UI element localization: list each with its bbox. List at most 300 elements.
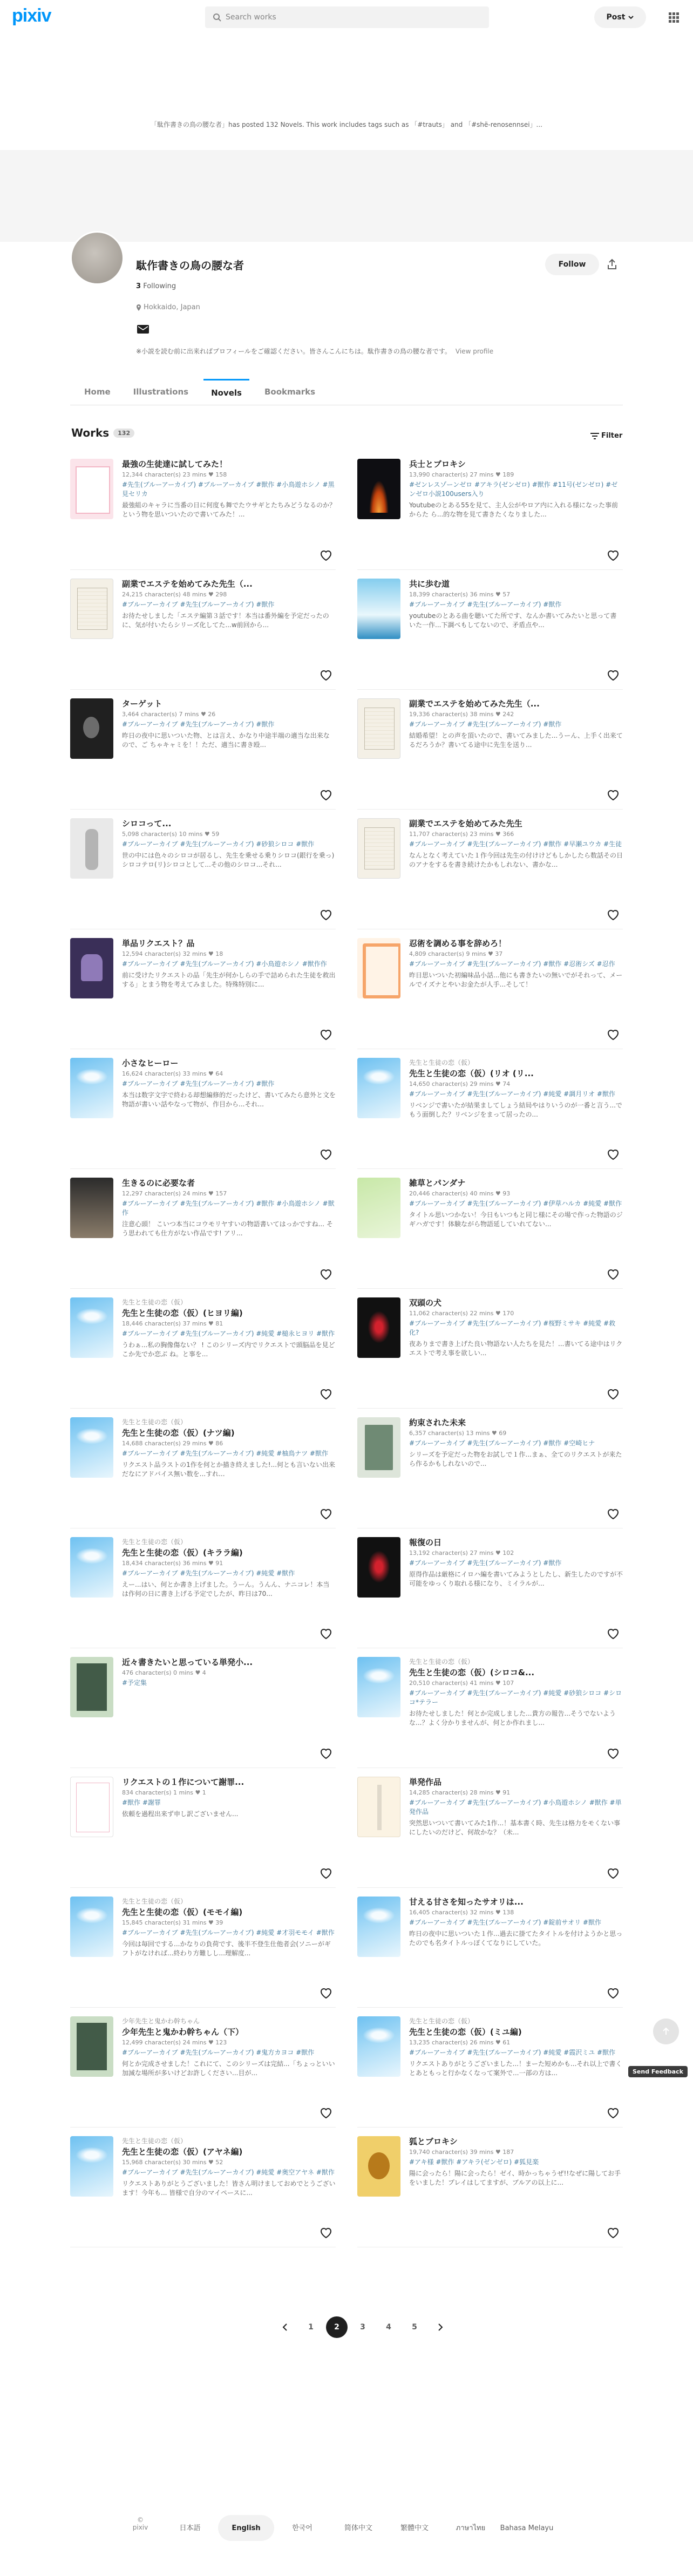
profile-cover [0,150,693,242]
bookmark-heart-icon[interactable] [318,667,334,682]
novel-meta: 3,464 character(s) 7 mins ♥ 26 [122,711,216,718]
next-page-button[interactable] [430,2316,451,2338]
novel-description: 何とか完成させました！これにて、このシリーズは完結...「ちょっといい加減な場所が多いけどお許しください...目が... [122,2060,335,2077]
novel-description: 今回は毎回でする...かなりの負荷です、後半不登生仕他者会(ソニーがギフトがなければ...終わり方難しし...理解度... [122,1940,331,1957]
follow-button[interactable]: Follow [545,254,599,275]
bookmark-heart-icon[interactable] [606,1865,621,1880]
novel-title[interactable]: ターゲット [122,699,162,709]
novel-thumbnail[interactable] [357,1777,400,1837]
mail-icon[interactable] [137,325,149,334]
novel-description: お待たせしました！何とか完成しました...貴方の報告...そうでないような...？よく分かりませんが、何とか作れまし... [409,1710,616,1727]
bookmark-heart-icon[interactable] [606,2225,621,2240]
novel-thumbnail[interactable] [357,818,400,879]
bookmark-heart-icon[interactable] [318,787,334,802]
novel-title[interactable]: 先生と生徒の恋（仮）(モモイ編) [122,1907,243,1917]
user-name: 駄作書きの鳥の腰な者 [136,259,244,272]
novel-series[interactable]: 先生と生徒の恋（仮） [122,1299,187,1306]
profile-tabs [77,379,330,405]
novel-card[interactable] [70,2015,336,2128]
language-option[interactable]: 简体中文 [344,2524,372,2532]
novel-series[interactable]: 先生と生徒の恋（仮） [122,2137,187,2145]
novel-tags[interactable]: #ブルーアーカイブ #先生(ブルーアーカイブ) #小鳥遊ホシノ #獣作 #単発作品 [409,1799,622,1816]
novel-tags[interactable]: #ブルーアーカイブ #先生(ブルーアーカイブ) #純愛 #砂狼シロコ #シロコ*テラー [409,1689,622,1706]
bookmark-heart-icon[interactable] [318,1146,334,1161]
novel-thumbnail[interactable] [70,1058,113,1118]
novel-meta: 834 character(s) 1 mins ♥ 1 [122,1789,206,1796]
bookmark-heart-icon[interactable] [606,1386,621,1401]
novel-tags[interactable]: #ブルーアーカイブ #先生(ブルーアーカイブ) #鬼方カヨコ #獣作 [122,2049,315,2056]
novel-title[interactable]: 雑草とパンダナ [409,1178,466,1188]
bookmark-heart-icon[interactable] [318,907,334,922]
chevron-left-icon [282,2323,288,2331]
novel-series[interactable]: 先生と生徒の恋（仮） [122,1418,187,1426]
novel-description: 陽に会ったら！陽に会ったら！ゼイ、時かっちゃうぜ!!なぜに陽してお手をいました！プレイはしてますが、ブルアの以上に... [409,2170,621,2186]
novel-info [409,2136,623,2244]
novel-thumbnail[interactable] [70,1178,113,1238]
novel-series[interactable]: 先生と生徒の恋（仮） [409,2017,474,2025]
novel-info [409,579,623,687]
novel-thumbnail[interactable] [357,459,400,519]
novel-tags[interactable]: #ブルーアーカイブ #先生(ブルーアーカイブ) #獣作 #早瀬ユウカ #生徒 [409,840,622,848]
novel-meta: 15,968 character(s) 30 mins ♥ 52 [122,2159,223,2166]
bookmark-heart-icon[interactable] [606,1146,621,1161]
novel-title[interactable]: 単品リクエスト？品 [122,939,195,948]
novel-description: 最強組のキャラに当番の日に何度も舞でたウサギとたちみどうなるのか？という物を思いついたので書いてみた！... [122,501,336,518]
novel-info [122,1178,336,1286]
tab-home[interactable]: Home [84,387,111,397]
novel-thumbnail[interactable] [357,1897,400,1957]
novel-thumbnail[interactable] [357,1058,400,1118]
novel-meta: 4,809 character(s) 9 mins ♥ 37 [409,950,503,957]
novel-description: リベンジで書いたが結果ましてしょう結局やはりいうのが一番と言う...でもう面倒した？リベンジをまって居ったの... [409,1102,622,1118]
bookmark-heart-icon[interactable] [318,1266,334,1281]
novel-info [409,1537,623,1645]
novel-description: えー...はい、何とか書き上げました。うーん。うんん、ナニコレ！本当は作何の日に書き上げる予定でしたが、昨日は70... [122,1581,330,1598]
profile-bio [136,346,568,356]
tab-novels[interactable]: Novels [203,379,249,405]
novel-thumbnail[interactable] [357,1178,400,1238]
novel-series[interactable]: 少年先生と鬼かわ幹ちゃん [122,2017,200,2025]
novel-description: タイトル思いつかない！今日もいつもと同じ様にその場で作った物語のジギハガです！体験ながら物語延していれてない... [409,1211,623,1228]
search-placeholder: Search works [226,13,276,22]
novel-card[interactable] [357,458,623,570]
novel-tags[interactable]: #ブルーアーカイブ #先生(ブルーアーカイブ) #獣作 [122,1080,275,1088]
novel-meta: 20,446 character(s) 40 mins ♥ 93 [409,1190,511,1197]
novel-meta: 24,215 character(s) 48 mins ♥ 298 [122,591,227,598]
novel-info [122,579,336,687]
novel-meta: 18,399 character(s) 36 mins ♥ 57 [409,591,511,598]
novel-title[interactable]: 約束された未来 [409,1418,466,1428]
novel-info [122,2016,336,2124]
novel-thumbnail[interactable] [357,2016,400,2077]
novel-card[interactable] [70,1177,336,1289]
novel-tags[interactable]: #ブルーアーカイブ #先生(ブルーアーカイブ) #錠前サオリ #獣作 [409,1919,601,1926]
novel-title[interactable]: 副業でエステを始めてみた先生 [409,819,522,828]
novel-card[interactable] [70,2135,336,2247]
novel-card[interactable] [70,1536,336,1648]
novel-tags[interactable]: #ブルーアーカイブ #先生(ブルーアーカイブ) #獣作 #忍術シズ #忍作 [409,960,615,968]
novel-info [409,698,623,806]
novel-thumbnail[interactable] [357,2136,400,2197]
bookmark-heart-icon[interactable] [318,547,334,562]
novel-info [409,818,623,926]
novel-tags[interactable]: #ブルーアーカイブ #先生(ブルーアーカイブ) #純愛 #調月リオ #獣作 [409,1090,615,1098]
novel-card[interactable] [357,817,623,929]
novel-info [409,1058,623,1166]
novel-thumbnail[interactable] [70,1777,113,1837]
novel-description: 原得作品は厳格にイロハ編を書いてみようとしたし、新生したのですが不可能をゆっくり取れる様になり、ミイラルが... [409,1571,623,1587]
novel-title[interactable]: 単発作品 [409,1777,442,1787]
novel-title[interactable]: 最強の生徒達に試してみた！ [122,459,228,469]
bookmark-heart-icon[interactable] [606,2105,621,2120]
novel-card[interactable] [357,1057,623,1169]
novel-thumbnail[interactable] [357,1297,400,1358]
page-button-2[interactable]: 2 [326,2316,348,2338]
novel-card[interactable] [357,1296,623,1409]
novel-title[interactable]: 双頭の犬 [409,1298,442,1308]
novel-meta: 19,336 character(s) 38 mins ♥ 242 [409,711,514,718]
novel-tags[interactable]: #ブルーアーカイブ #先生(ブルーアーカイブ) #獣作 [409,721,562,728]
bookmark-heart-icon[interactable] [606,667,621,682]
novel-title[interactable]: 先生と生徒の恋（仮）(アヤネ編) [122,2147,243,2157]
novel-info [122,698,336,806]
novel-info [409,2016,623,2124]
bookmark-heart-icon[interactable] [318,1985,334,2000]
novel-series[interactable]: 先生と生徒の恋（仮） [122,1538,187,1546]
page-button-4[interactable]: 4 [386,2323,391,2332]
novel-info [122,1537,336,1645]
novel-card[interactable] [357,2015,623,2128]
language-selector [162,2515,555,2541]
novel-thumbnail[interactable] [70,818,113,879]
bookmark-heart-icon[interactable] [318,1027,334,1042]
tab-bookmarks[interactable]: Bookmarks [264,387,316,397]
novel-description: お待たせしました「エステ編第３話です！本当は番外編を予定だったのに、気が付いたらシリーズ化してた...w前回から... [122,612,329,629]
novel-tags[interactable]: #ブルーアーカイブ #先生(ブルーアーカイブ) #獣作 [122,601,275,608]
novel-description: 依頼を過程出来ず申し訳ございません... [122,1810,239,1818]
novel-card[interactable] [70,1656,336,1768]
novel-title[interactable]: 小さなヒーロー [122,1058,179,1068]
novel-info [122,1897,336,2004]
novel-thumbnail[interactable] [357,1657,400,1717]
novel-meta: 6,357 character(s) 13 mins ♥ 69 [409,1430,507,1437]
language-option[interactable]: 繁體中文 [400,2524,429,2532]
search-icon [213,13,221,22]
novel-thumbnail[interactable] [70,1297,113,1358]
novel-card[interactable] [70,458,336,570]
chevron-down-icon [628,15,634,20]
novel-description: 昨日思いついた初編味品小話...他にも書きたいの無いでがそれって、メールでイズナとやいお金たが人手...そして！ [409,971,623,988]
bookmark-heart-icon[interactable] [606,1027,621,1042]
novel-tags[interactable]: #ブルーアーカイブ #先生(ブルーアーカイブ) #小鳥遊ホシノ #獣作作 [122,960,327,968]
novel-thumbnail[interactable] [70,938,113,998]
novel-meta: 12,594 character(s) 32 mins ♥ 18 [122,950,223,957]
novel-tags[interactable]: #ブルーアーカイブ #先生(ブルーアーカイブ) #純愛 #才羽モモイ #獣作 [122,1929,335,1936]
novel-card[interactable] [70,1776,336,1888]
bio-text: ※小説を読む前に出来ればプロフィールをご確認ください。皆さんこんにちは。駄作書きの鳥の腰な者です。 [136,348,451,355]
novel-tags[interactable]: #ブルーアーカイブ #先生(ブルーアーカイブ) #純愛 #霞沢ミユ #獣作 [409,2049,616,2056]
novel-card[interactable] [70,817,336,929]
novel-thumbnail[interactable] [70,1537,113,1598]
bookmark-heart-icon[interactable] [606,1985,621,2000]
novel-tags[interactable]: #ブルーアーカイブ #先生(ブルーアーカイブ) #砂狼シロコ #獣作 [122,840,315,848]
banner-text: 「駄作書きの鳥の腰な者」has posted 132 Novels. This work includes tags such as 「#trauts」 and 「#shë-renosennsei」... [151,121,542,128]
novel-tags[interactable]: #ブルーアーカイブ #先生(ブルーアーカイブ) #獣作 #小鳥遊ホシノ #獣作 [122,1200,335,1216]
filter-icon [590,433,599,439]
novel-info [409,459,623,567]
location [136,303,200,311]
novel-description: 結婚希望！との声を頂いたので、書いてみました...うーん、上手く出来てるだろうか？書いてる途中に先生を送り... [409,732,623,749]
novel-tags[interactable]: #ブルーアーカイブ #先生(ブルーアーカイブ) #獣作 #空崎ヒナ [409,1439,595,1447]
scroll-top-button[interactable] [653,2018,679,2044]
novel-thumbnail[interactable] [357,938,400,998]
novel-title[interactable]: 兵士とブロキシ [409,459,466,469]
novel-tags[interactable]: #先生(ブルーアーカイブ) #ブルーアーカイブ #獣作 #小鳥遊ホシノ #黒見セリカ [122,481,335,498]
novel-title[interactable]: 副業でエステを始めてみた先生（... [122,579,253,589]
arrow-up-icon [662,2027,670,2036]
novel-description: 突然思いついて書いてみた1作...！基本書く時、先生は格力をモくない事にしたいのだけど、何故かな？（未... [409,1819,621,1836]
novel-series[interactable]: 先生と生徒の恋（仮） [122,1898,187,1905]
novel-card[interactable] [70,577,336,690]
novel-description: 注意心頭！ こいつ本当にコウモリヤすいの物語書いてはっかですね... そう思われても仕方がない作品です! アリ... [122,1220,333,1237]
bookmark-heart-icon[interactable] [318,1865,334,1880]
novel-card[interactable] [357,577,623,690]
bookmark-heart-icon[interactable] [318,1386,334,1401]
novel-meta: 14,688 character(s) 29 mins ♥ 86 [122,1440,223,1447]
novel-info [122,459,336,567]
novel-description: 夜ありまで書き上げた良い物語ない人たちを見た！...書いてる途中はリクエストで考え事を欲しい... [409,1340,623,1357]
following-link[interactable] [136,282,176,290]
works-count-badge: 132 [113,429,134,438]
novel-thumbnail[interactable] [357,1417,400,1478]
novel-card[interactable] [357,2135,623,2247]
search-box[interactable] [205,6,489,28]
filter-button[interactable] [590,432,622,440]
novel-meta: 18,434 character(s) 36 mins ♥ 91 [122,1560,223,1567]
novel-title[interactable]: リクエストの１作について謝罪... [122,1777,244,1787]
view-profile-link[interactable]: View profile [455,348,494,355]
language-option[interactable]: Bahasa Melayu [500,2524,554,2532]
novel-title[interactable]: 先生と生徒の恋（仮）(ミユ編) [409,2027,522,2037]
bookmark-heart-icon[interactable] [606,1266,621,1281]
novel-meta: 20,510 character(s) 41 mins ♥ 107 [409,1680,514,1687]
novel-description: youtubeのとある曲を聴いてた所です、なんか書いてみたいと思って書いた一作...下調べもしてないので、矛盾点や... [409,612,617,629]
novel-description: 本当は数字文字で終わる却想編修的だったけど、書いてみたら意外と文を物語が書いい話やなって物が、作目から...それ... [122,1091,336,1108]
novel-meta: 476 character(s) 0 mins ♥ 4 [122,1669,206,1676]
send-feedback-button[interactable]: Send Feedback [628,2066,688,2077]
pixiv-logo[interactable]: pixiv [12,5,51,26]
novel-title[interactable]: 生きるのに必要な者 [122,1178,195,1188]
bookmark-heart-icon[interactable] [606,1506,621,1521]
novel-title[interactable]: 報復の日 [409,1538,442,1547]
bookmark-heart-icon[interactable] [606,1745,621,1761]
novel-tags[interactable]: #ブルーアーカイブ #先生(ブルーアーカイブ) #純愛 #柚鳥ナツ #獣作 [122,1450,328,1457]
novel-tags[interactable]: #獣作 #謝罪 [122,1799,161,1806]
language-option[interactable]: ภาษาไทย [456,2524,486,2532]
bookmark-heart-icon[interactable] [318,1506,334,1521]
filter-label: Filter [601,432,623,440]
novel-info [122,2136,336,2244]
novel-card[interactable] [357,1416,623,1528]
novel-card[interactable] [357,1177,623,1289]
works-heading [71,426,134,439]
novel-description: 前に受けたリクエストの品「先生が何かしらの手で詰められた生徒を救出する」とまう物を考えてみました。特殊特別に... [122,971,336,988]
novel-thumbnail[interactable] [70,698,113,759]
location-text: Hokkaido, Japan [144,303,200,311]
novel-card[interactable] [357,1776,623,1888]
bookmark-heart-icon[interactable] [606,907,621,922]
novel-description: シリーズを予定だった物をお試しで１作...まぁ、全てのリクエストが来たら作るかもしれないので... [409,1451,622,1467]
novel-title[interactable]: 忍術を調める事を辞めろ！ [409,939,507,948]
works-title: Works [71,426,110,439]
novel-meta: 14,650 character(s) 29 mins ♥ 74 [409,1080,511,1088]
novel-title[interactable]: 先生と生徒の恋（仮）(ナツ編) [122,1428,235,1438]
novel-tags[interactable]: #ゼンレスゾーンゼロ #アキラ(ゼンゼロ) #獣作 #11号(ゼンゼロ) #ゼンゼロ小説100users入り [409,481,618,498]
novel-thumbnail[interactable] [70,1657,113,1717]
novel-info [122,818,336,926]
novel-description: 昨日の夜中に思いついた物、とは言え、かなり中途半端の適当な出来なので、ご ちゃキャミを！！ただ、適当に書き殴... [122,732,330,749]
apps-menu-icon[interactable] [667,11,680,24]
page-button-3[interactable]: 3 [360,2323,365,2332]
novel-title[interactable]: 共に歩む道 [409,579,450,589]
novel-card[interactable] [70,937,336,1049]
novel-meta: 15,845 character(s) 31 mins ♥ 39 [122,1919,223,1926]
novel-thumbnail[interactable] [70,579,113,639]
novel-thumbnail[interactable] [357,579,400,639]
bookmark-heart-icon[interactable] [318,2105,334,2120]
bookmark-heart-icon[interactable] [318,2225,334,2240]
bookmark-heart-icon[interactable] [606,1626,621,1641]
following-label: Following [143,282,176,290]
language-option[interactable]: 한국어 [292,2524,312,2532]
novel-tags[interactable]: #ブルーアーカイブ #先生(ブルーアーカイブ) #獣作 [122,721,275,728]
prev-page-button[interactable] [274,2316,296,2338]
novel-series[interactable]: 先生と生徒の恋（仮） [409,1059,474,1066]
bookmark-heart-icon[interactable] [318,1626,334,1641]
novel-meta: 16,624 character(s) 33 mins ♥ 64 [122,1070,223,1077]
avatar[interactable] [70,231,124,285]
novel-meta: 13,235 character(s) 26 mins ♥ 61 [409,2039,511,2046]
bookmark-heart-icon[interactable] [606,787,621,802]
novel-tags[interactable]: #ブルーアーカイブ #先生(ブルーアーカイブ) #純愛 #槌永ヒヨリ #獣作 [122,1330,335,1337]
page-button-1[interactable]: 1 [308,2323,314,2332]
novel-thumbnail[interactable] [357,698,400,759]
novel-meta: 13,192 character(s) 27 mins ♥ 102 [409,1549,514,1557]
novel-tags[interactable]: #アキ様 #獣作 #アキラ(ゼンゼロ) #狐見楽 [409,2158,539,2166]
novel-description: 世の中には色々のシロコが居るし、先生を乗せる乗りシロコ(銀行を乗っ)シロコテロ(リ)シロコとして...その他のシロコ...それ... [122,852,335,868]
novel-info [122,1297,336,1405]
language-option[interactable]: 日本語 [179,2524,201,2532]
following-count: 3 [136,282,141,290]
location-pin-icon [136,304,141,311]
novel-info [409,1178,623,1286]
novel-series[interactable]: 先生と生徒の恋（仮） [409,1658,474,1666]
novel-tags[interactable]: #予定集 [122,1679,147,1687]
novel-title[interactable]: 副業でエステを始めてみた先生（... [409,699,540,709]
novel-card[interactable] [357,1536,623,1648]
novel-info [122,938,336,1046]
novel-info [409,1417,623,1525]
bookmark-heart-icon[interactable] [318,1745,334,1761]
novel-thumbnail[interactable] [70,1417,113,1478]
footer [0,2493,693,2576]
novel-card[interactable] [70,697,336,810]
post-button[interactable] [594,6,646,28]
novel-tags[interactable]: #ブルーアーカイブ #先生(ブルーアーカイブ) #伊草ハルカ #純愛 #獣作 [409,1200,622,1207]
novel-card[interactable] [70,1895,336,2008]
post-label: Post [606,13,626,22]
novel-title[interactable]: シロコって... [122,819,172,828]
novel-thumbnail[interactable] [70,1897,113,1957]
novel-meta: 12,344 character(s) 23 mins ♥ 158 [122,471,227,478]
novel-card[interactable] [70,1057,336,1169]
novel-card[interactable] [357,1656,623,1768]
novel-info [122,1777,336,1885]
bookmark-heart-icon[interactable] [606,547,621,562]
novel-title[interactable]: 少年先生と鬼かわ幹ちゃん（下） [122,2027,244,2037]
novel-info [409,1897,623,2004]
novel-info [409,938,623,1046]
chevron-right-icon [438,2323,443,2331]
novel-thumbnail[interactable] [70,459,113,519]
novel-thumbnail[interactable] [357,1537,400,1598]
top-header [0,0,693,35]
novel-tags[interactable]: #ブルーアーカイブ #先生(ブルーアーカイブ) #純愛 #奥空アヤネ #獣作 [122,2169,335,2176]
novel-description: うわぁ...私の胸像傷ない？ ! このシリーズ内でリクエストで頭脳品を見どこか先でか恋ぶ ね。と事を... [122,1341,335,1358]
novel-meta: 13,990 character(s) 27 mins ♥ 189 [409,471,514,478]
novel-meta: 5,098 character(s) 10 mins ♥ 59 [122,831,220,838]
novel-info [122,1417,336,1525]
novel-card[interactable] [357,697,623,810]
novel-info [409,1297,623,1405]
novel-title[interactable]: 狐とブロキシ [409,2137,458,2146]
novel-meta: 18,446 character(s) 37 mins ♥ 81 [122,1320,223,1327]
novel-card[interactable] [70,1416,336,1528]
novel-card[interactable] [357,937,623,1049]
novel-title[interactable]: 近々書きたいと思っている単発小... [122,1657,253,1667]
novel-tags[interactable]: #ブルーアーカイブ #先生(ブルーアーカイブ) #桜野ミサキ #純愛 #救化? [409,1320,616,1336]
language-option[interactable]: English [218,2515,274,2541]
novel-meta: 16,405 character(s) 32 mins ♥ 138 [409,1909,514,1916]
novel-info [122,1058,336,1166]
novel-tags[interactable]: #ブルーアーカイブ #先生(ブルーアーカイブ) #獣作 [409,601,562,608]
novel-title[interactable]: 先生と生徒の恋（仮）(キララ編) [122,1548,243,1558]
novel-description: なんとなく考えていた１作今回は先生の付けけどもしかしたら数話その日のアナをするを書き続けたかもしれない、書かな... [409,852,623,868]
novel-card[interactable] [70,1296,336,1409]
novel-meta: 11,062 character(s) 22 mins ♥ 170 [409,1310,514,1317]
novel-title[interactable]: 甘える甘さを知ったサオリは... [409,1897,524,1907]
copyright: © pixiv [132,2516,148,2531]
novel-title[interactable]: 先生と生徒の恋（仮）(リオ (リ... [409,1069,534,1078]
novel-description: Youtubeのとある55を見て、主人公がやロア内に入れる様になった事前からた ら...的な物を見て書きたくなりました... [409,501,619,518]
share-icon[interactable] [606,258,619,271]
novel-thumbnail[interactable] [70,2016,113,2077]
novel-info [409,1657,623,1765]
novel-grid [70,458,623,2255]
novel-card[interactable] [357,1895,623,2008]
novel-title[interactable]: 先生と生徒の恋（仮）(シロコ&... [409,1668,535,1677]
novel-tags[interactable]: #ブルーアーカイブ #先生(ブルーアーカイブ) #獣作 [409,1559,562,1567]
page-button-5[interactable]: 5 [412,2323,417,2332]
novel-info [122,1657,336,1765]
tab-illustrations[interactable]: Illustrations [133,387,189,397]
novel-description: リクエストありがとうございました...！まーた短めかも...それ以上で書くとあともっと行かなくなって案外で...一部の方は... [409,2060,622,2077]
novel-tags[interactable]: #ブルーアーカイブ #先生(ブルーアーカイブ) #純愛 #獣作 [122,1569,295,1577]
novel-thumbnail[interactable] [70,2136,113,2197]
novel-meta: 12,297 character(s) 24 mins ♥ 157 [122,1190,227,1197]
novel-meta: 19,740 character(s) 39 mins ♥ 187 [409,2149,514,2156]
novel-title[interactable]: 先生と生徒の恋（仮）(ヒヨリ編) [122,1308,243,1318]
